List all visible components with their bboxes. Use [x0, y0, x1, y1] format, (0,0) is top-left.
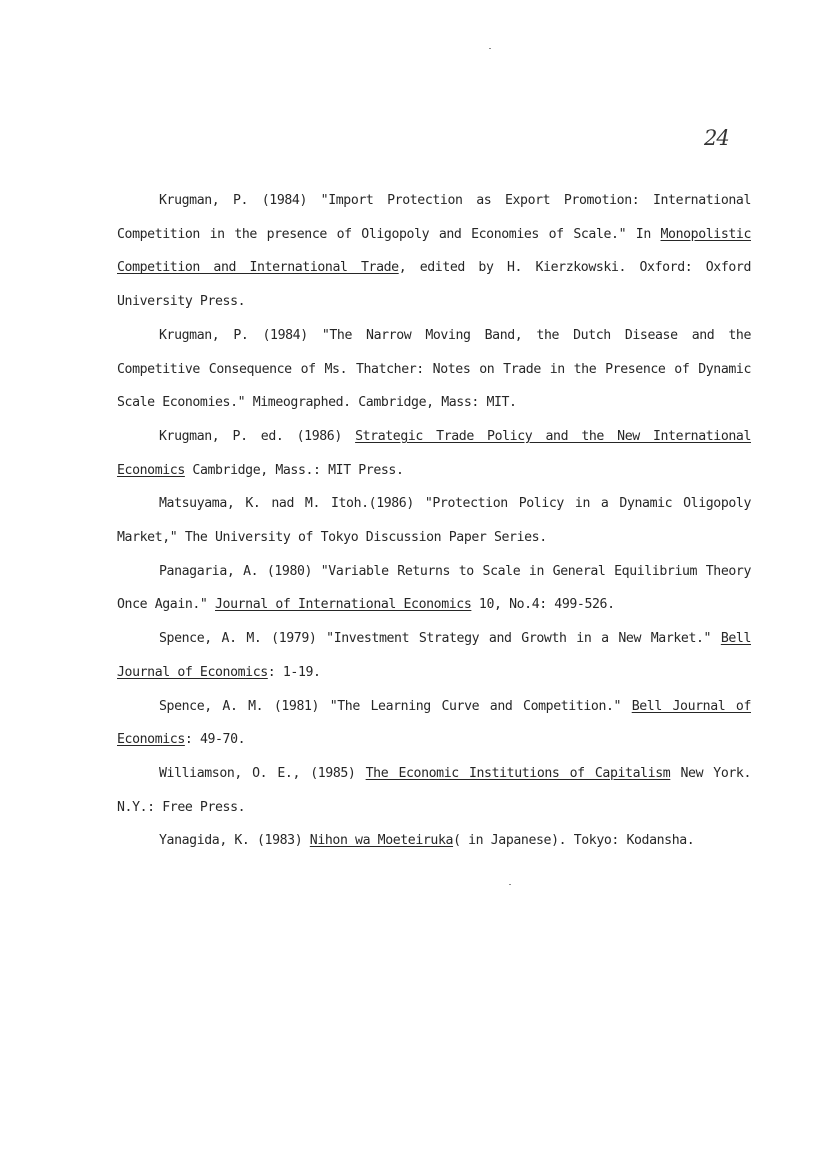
reference-text: New York. N.Y.: Free Press. — [117, 765, 751, 815]
reference-krugman-1984b — [117, 319, 751, 420]
reference-text: 10, No.4: 499-526. — [471, 597, 615, 613]
reference-text: : 49-70. — [184, 732, 246, 748]
reference-title: Journal of International Economics — [215, 597, 472, 613]
reference-williamson-1985 — [117, 757, 751, 824]
reference-text: Krugman, P. ed. (1986) — [159, 428, 356, 444]
reference-text: Krugman, P. (1984) "Import Protection as Export Promotion: International Competition in the presence of Oligopoly and Economies of Scale." In — [117, 193, 751, 242]
reference-text: Panagaria, A. (1980) "Variable Returns to Scale in General Equilibrium Theory Once Again." — [117, 563, 751, 613]
reference-text: , edited by H. Kierzkowski. Oxford: Oxford University Press. — [117, 260, 751, 310]
reference-yanagida-1983 — [117, 824, 751, 858]
reference-text: Matsuyama, K. nad M. Itoh.(1986) "Protection Policy in a Dynamic Oligopoly Market," The University of Tokyo Discussion Paper Series. — [117, 496, 751, 546]
reference-title: Monopolistic Competition and International Trade — [117, 226, 751, 276]
reference-text: Spence, A. M. (1979) "Investment Strategy and Growth in a New Market." — [159, 631, 721, 647]
reference-text: ( in Japanese). Tokyo: Kodansha. — [453, 833, 695, 849]
scan-speck — [489, 48, 491, 49]
reference-text: Spence, A. M. (1981) "The Learning Curve and Competition." — [159, 698, 632, 714]
reference-spence-1981 — [117, 690, 751, 757]
reference-krugman-1984a — [117, 184, 751, 319]
reference-text: Williamson, O. E., (1985) — [159, 765, 366, 781]
reference-title: Strategic Trade Policy and the New International Economics — [117, 428, 751, 478]
page-number: 24 — [704, 126, 729, 150]
reference-title: Bell Journal of Economics — [117, 631, 751, 680]
reference-text: : 1-19. — [267, 664, 321, 680]
scan-speck — [509, 884, 511, 885]
reference-title: The Economic Institutions of Capitalism — [365, 765, 671, 781]
reference-panagaria-1980 — [117, 555, 751, 622]
references-list — [117, 184, 751, 858]
reference-text: Yanagida, K. (1983) — [159, 833, 310, 849]
reference-matsuyama-itoh-1986 — [117, 487, 751, 554]
reference-text: Krugman, P. (1984) "The Narrow Moving Band, the Dutch Disease and the Competitive Consequence of Ms. Thatcher: Notes on Trade in the Presence of Dynamic Scale Economies." Mimeographed. Cambridge, Mass: MIT. — [117, 327, 751, 411]
reference-title: Nihon wa Moeteiruka — [309, 833, 454, 849]
reference-text: Cambridge, Mass.: MIT Press. — [184, 462, 404, 478]
reference-krugman-1986 — [117, 420, 751, 487]
reference-title: Bell Journal of Economics — [117, 698, 751, 748]
reference-spence-1979 — [117, 622, 751, 689]
